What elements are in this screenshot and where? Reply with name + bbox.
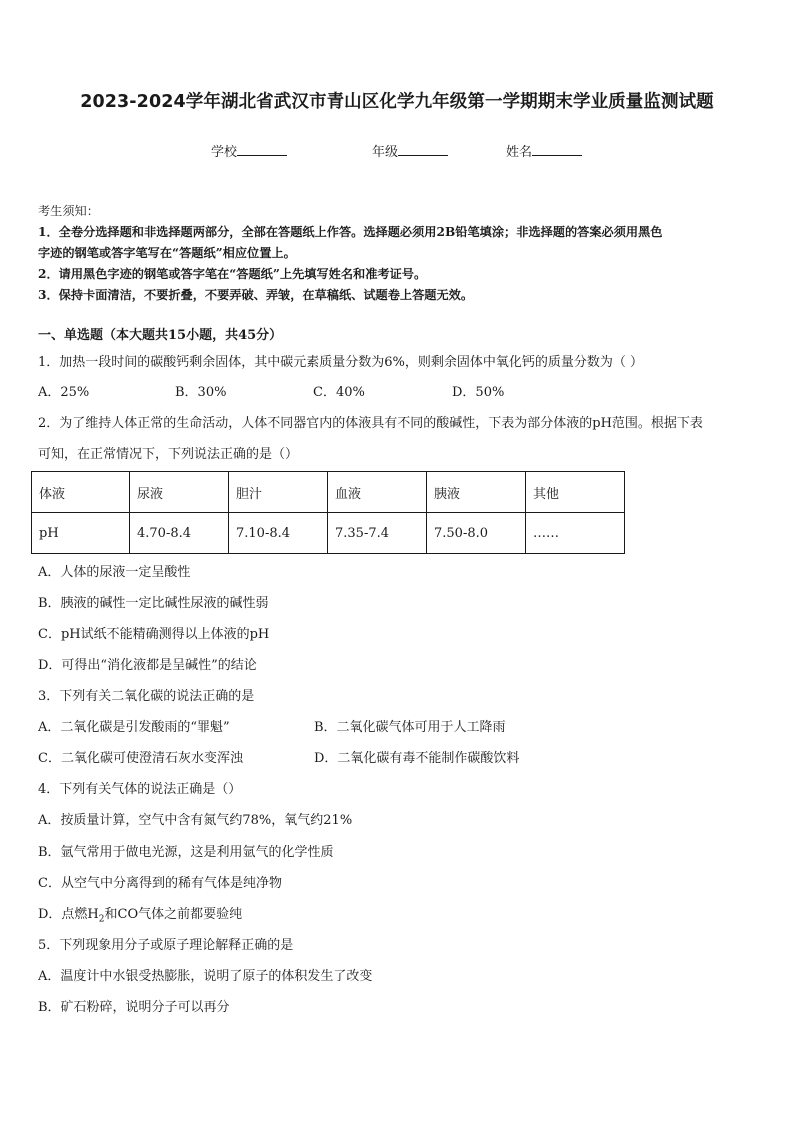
q5-option-b[interactable]: B．矿石粉碎，说明分子可以再分 [38,1000,230,1015]
q2-option-c[interactable]: C．pH试纸不能精确测得以上体液的pH [38,627,270,642]
notice-item-3: 3．保持卡面清洁，不要折叠，不要弄破、弄皱，在草稿纸、试题卷上答题无效。 [38,288,474,302]
q4-stem: 4．下列有关气体的说法正确是（） [38,782,242,797]
ph-table-cell: …… [526,513,625,554]
ph-table-cell: 7.10-8.4 [229,513,328,554]
section-title: 一、单选题（本大题共15小题，共45分） [38,328,283,343]
q1-option-d[interactable]: D．50% [452,385,505,400]
name-field [506,141,582,160]
q4-option-d-subscript: 2 [98,914,105,925]
ph-table-value-row [32,513,625,554]
ph-table [31,471,625,554]
grade-blank[interactable] [398,143,448,156]
q2-option-d[interactable]: D．可得出“消化液都是呈碱性”的结论 [38,658,257,673]
q4-option-b[interactable]: B．氩气常用于做电光源，这是利用氩气的化学性质 [38,845,334,860]
notice-item-2: 2．请用黑色字迹的钢笔或答字笔在“答题纸”上先填写姓名和准考证号。 [38,267,427,281]
ph-table-cell: 尿液 [130,472,229,513]
q4-option-d-prefix: D．点燃H [38,907,99,922]
grade-label: 年级 [372,145,399,160]
name-blank[interactable] [532,143,582,156]
ph-table-cell: 体液 [32,472,130,513]
ph-table-cell: 7.35-7.4 [328,513,427,554]
q2-option-a[interactable]: A．人体的尿液一定呈酸性 [38,565,191,580]
ph-table-cell: 胰液 [427,472,526,513]
q4-option-d-suffix: 和CO气体之前都要验纯 [104,907,243,922]
ph-table-cell: 7.50-8.0 [427,513,526,554]
ph-table-cell: 4.70-8.4 [130,513,229,554]
school-field [211,141,287,160]
ph-table-header-row [32,472,625,513]
q2-stem-line2: 可知，在正常情况下，下列说法正确的是（） [38,447,299,462]
q3-option-a[interactable]: A．二氧化碳是引发酸雨的“罪魁” [38,720,230,735]
q3-option-b[interactable]: B．二氧化碳气体可用于人工降雨 [314,720,506,735]
q5-stem: 5．下列现象用分子或原子理论解释正确的是 [38,938,294,953]
ph-table-cell: 血液 [328,472,427,513]
grade-field [372,141,448,160]
ph-table-cell: 其他 [526,472,625,513]
name-label: 姓名 [506,145,533,160]
exam-title: 2023-2024学年湖北省武汉市青山区化学九年级第一学期期末学业质量监测试题 [80,92,714,112]
q1-option-c[interactable]: C．40% [313,385,365,400]
school-label: 学校 [211,145,238,160]
notice-item-1: 1．全卷分选择题和非选择题两部分，全部在答题纸上作答。选择题必须用2B铅笔填涂；非选择题的答案必须用黑色 [38,225,663,239]
ph-table-cell: pH [32,513,130,554]
q1-stem: 1．加热一段时间的碳酸钙剩余固体，其中碳元素质量分数为6%，则剩余固体中氧化钙的质量分数为（ ） [38,355,644,370]
q4-option-a[interactable]: A．按质量计算，空气中含有氮气约78%，氧气约21% [38,813,353,828]
q3-stem: 3．下列有关二氧化碳的说法正确的是 [38,689,255,704]
q2-option-b[interactable]: B．胰液的碱性一定比碱性尿液的碱性弱 [38,596,269,611]
notice-item-1-cont: 字迹的钢笔或答字笔写在“答题纸”相应位置上。 [38,246,296,260]
q4-option-d[interactable] [38,906,242,929]
ph-table-cell: 胆汁 [229,472,328,513]
q2-stem-line1: 2．为了维持人体正常的生命活动，人体不同器官内的体液具有不同的酸碱性，下表为部分体液的pH范围。根据下表 [38,416,703,431]
school-blank[interactable] [237,143,287,156]
q4-option-c[interactable]: C．从空气中分离得到的稀有气体是纯净物 [38,876,282,891]
q5-option-a[interactable]: A．温度计中水银受热膨胀，说明了原子的体积发生了改变 [38,969,373,984]
q1-option-a[interactable]: A．25% [38,385,90,400]
q3-option-d[interactable]: D．二氧化碳有毒不能制作碳酸饮料 [314,751,520,766]
q3-option-c[interactable]: C．二氧化碳可使澄清石灰水变浑浊 [38,751,243,766]
q1-option-b[interactable]: B．30% [175,385,227,400]
notice-heading: 考生须知： [38,204,99,218]
